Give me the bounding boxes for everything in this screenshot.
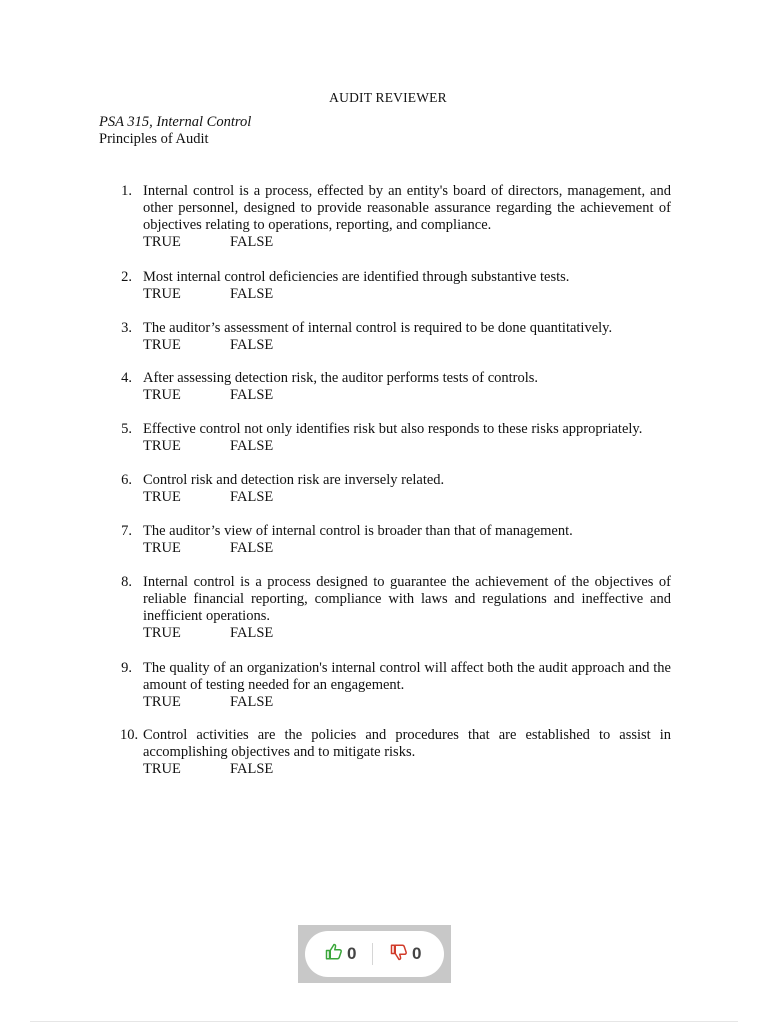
answer-options <box>143 286 671 303</box>
false-option[interactable]: FALSE <box>230 234 274 250</box>
question-text: Most internal control deficiencies are identified through substantive tests. <box>143 269 570 285</box>
answer-options <box>143 625 671 642</box>
false-option[interactable]: FALSE <box>230 337 274 353</box>
question-text: The quality of an organization's internal control will affect both the audit approach and the amount of testing needed for an engagement. <box>143 660 671 693</box>
true-option[interactable]: TRUE <box>143 625 181 641</box>
question-number: 4. <box>121 370 132 386</box>
false-option[interactable]: FALSE <box>230 286 274 302</box>
question-text: Internal control is a process, effected by an entity's board of directors, management, and other personnel, designed to provide reasonable assurance regarding the achievement of objectives relating to operations, reporting, and compliance. <box>143 183 671 233</box>
true-option[interactable]: TRUE <box>143 234 181 250</box>
question-text: The auditor’s view of internal control is broader than that of management. <box>143 523 573 539</box>
answer-options <box>143 489 671 506</box>
question-body <box>143 370 671 404</box>
question-number: 6. <box>121 472 132 488</box>
thumbs-up-icon <box>325 943 343 966</box>
question-number: 10. <box>120 727 139 743</box>
true-option[interactable]: TRUE <box>143 387 181 403</box>
false-option[interactable]: FALSE <box>230 761 274 777</box>
answer-options <box>143 761 671 778</box>
question-body <box>143 320 671 354</box>
question-text: Control risk and detection risk are inversely related. <box>143 472 445 488</box>
question-text: The auditor’s assessment of internal control is required to be done quantitatively. <box>143 320 613 336</box>
false-option[interactable]: FALSE <box>230 387 274 403</box>
question-number: 2. <box>121 269 132 285</box>
false-option[interactable]: FALSE <box>230 694 274 710</box>
question-number: 1. <box>121 183 132 199</box>
upvote-button[interactable] <box>325 943 356 965</box>
document-subtitle: PSA 315, Internal Control <box>99 114 252 130</box>
vote-divider <box>372 943 373 965</box>
question-body <box>143 472 671 506</box>
answer-options <box>143 438 671 455</box>
answer-options <box>143 337 671 354</box>
vote-widget <box>298 925 451 983</box>
question-body <box>143 727 671 778</box>
downvote-count: 0 <box>412 944 422 963</box>
question-number: 9. <box>121 660 132 676</box>
question-number: 7. <box>121 523 132 539</box>
true-option[interactable]: TRUE <box>143 761 181 777</box>
false-option[interactable]: FALSE <box>230 438 274 454</box>
thumbs-down-icon <box>390 943 408 966</box>
question-number: 3. <box>121 320 132 336</box>
question-body <box>143 421 671 455</box>
question-text: Effective control not only identifies risk but also responds to these risks appropriately. <box>143 421 643 437</box>
vote-pill <box>305 931 444 977</box>
true-option[interactable]: TRUE <box>143 489 181 505</box>
question-body <box>143 523 671 557</box>
true-option[interactable]: TRUE <box>143 694 181 710</box>
question-body <box>143 660 671 711</box>
question-body <box>143 269 671 303</box>
document-title: AUDIT REVIEWER <box>329 90 447 105</box>
question-text: Control activities are the policies and procedures that are established to assist in accomplishing objectives and to mitigate risks. <box>143 727 671 760</box>
question-text: Internal control is a process designed to guarantee the achievement of the objectives of reliable financial reporting, compliance with laws and regulations and ineffective and inefficient operations. <box>143 574 671 624</box>
answer-options <box>143 540 671 557</box>
question-number: 5. <box>121 421 132 437</box>
upvote-count: 0 <box>347 944 357 963</box>
question-number: 8. <box>121 574 132 590</box>
question-body <box>143 183 671 251</box>
bottom-divider <box>30 1021 738 1022</box>
answer-options <box>143 387 671 404</box>
answer-options <box>143 694 671 711</box>
false-option[interactable]: FALSE <box>230 540 274 556</box>
true-option[interactable]: TRUE <box>143 438 181 454</box>
question-body <box>143 574 671 642</box>
course-name: Principles of Audit <box>99 131 209 147</box>
downvote-button[interactable] <box>390 943 421 965</box>
true-option[interactable]: TRUE <box>143 286 181 302</box>
false-option[interactable]: FALSE <box>230 489 274 505</box>
true-option[interactable]: TRUE <box>143 337 181 353</box>
true-option[interactable]: TRUE <box>143 540 181 556</box>
answer-options <box>143 234 671 251</box>
false-option[interactable]: FALSE <box>230 625 274 641</box>
question-text: After assessing detection risk, the auditor performs tests of controls. <box>143 370 539 386</box>
